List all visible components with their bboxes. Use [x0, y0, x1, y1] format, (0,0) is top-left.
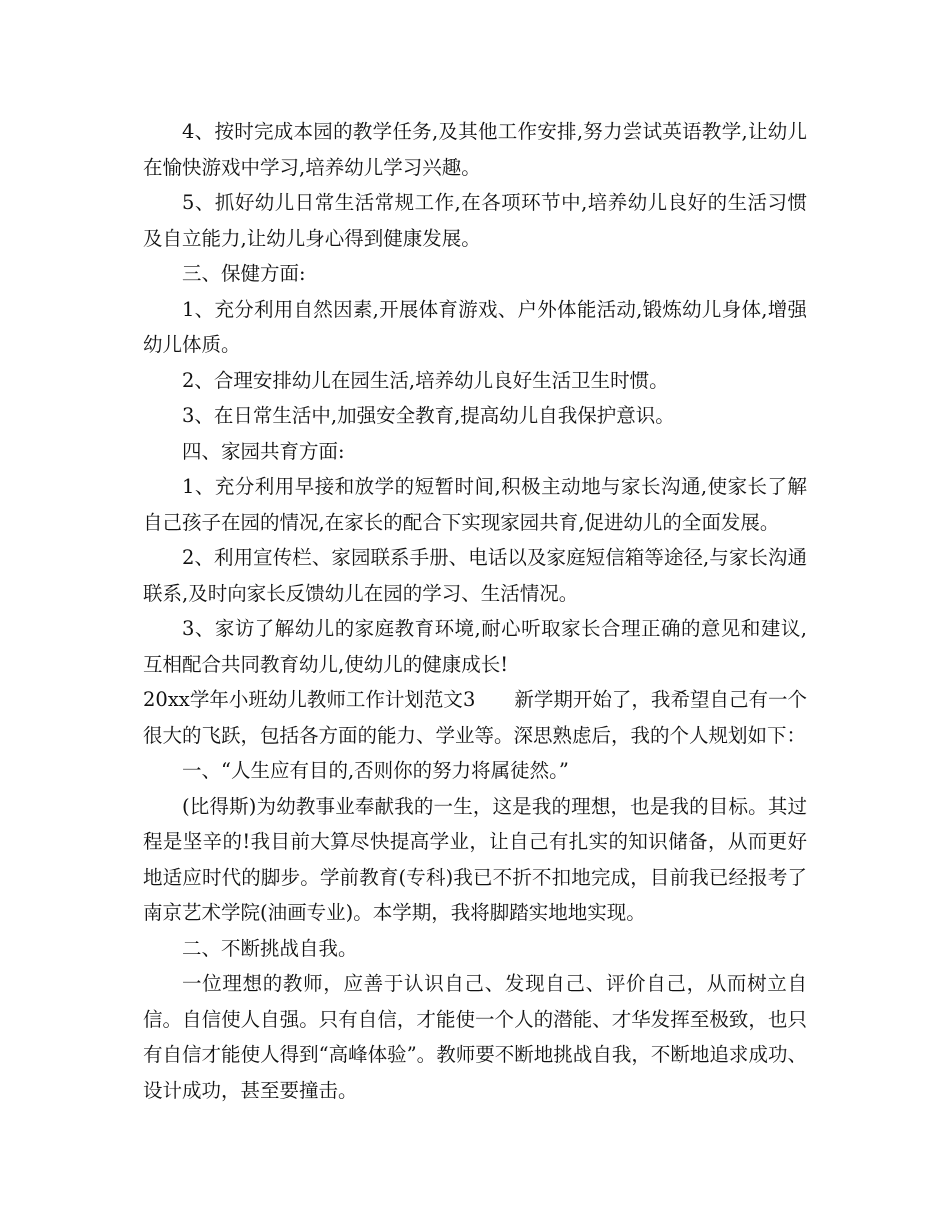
paragraph: 5、抓好幼儿日常生活常规工作,在各项环节中,培养幼儿良好的生活习惯及自立能力,让幼儿身心得到健康发展。 [143, 191, 807, 250]
document-body [143, 114, 807, 1108]
paragraph: 3、在日常生活中,加强安全教育,提高幼儿自我保护意识。 [182, 404, 675, 427]
section-heading: 三、保健方面: [182, 262, 306, 285]
paragraph: 2、合理安排幼儿在园生活,培养幼儿良好生活卫生时惯。 [182, 368, 669, 392]
article-title-paragraph: 20xx学年小班幼儿教师工作计划范文3 新学期开始了，我希望自己有一个很大的飞跃，包括各方面的能力、学业等。深思熟虑后，我的个人规划如下： [143, 688, 807, 747]
section-heading: 四、家园共育方面: [182, 439, 345, 463]
paragraph: (比得斯)为幼教事业奉献我的一生，这是我的理想，也是我的目标。其过程是坚辛的!我目前大算尽快提高学业，让自己有扎实的知识储备，从而更好地适应时代的脚步。学前教育(专科)我已不折不扣地完成，目前我已经报考了南京艺术学院(油画专业)。本学期，我将脚踏实地地实现。 [143, 794, 807, 924]
paragraph: 1、充分利用早接和放学的短暂时间,积极主动地与家长沟通,使家长了解自己孩子在园的情况,在家长的配合下实现家园共育,促进幼儿的全面发展。 [143, 475, 807, 534]
paragraph: 2、利用宣传栏、家园联系手册、电话以及家庭短信箱等途径,与家长沟通联系,及时向家长反馈幼儿在园的学习、生活情况。 [143, 546, 807, 605]
section-heading: 二、不断挑战自我。 [182, 936, 358, 960]
paragraph: 一位理想的教师，应善于认识自己、发现自己、评价自己，从而树立自信。自信使人自强。只有自信，才能使一个人的潜能、才华发挥至极致，也只有自信才能使人得到“高峰体验”。教师要不断地挑战自我，不断地追求成功、设计成功，甚至要撞击。 [143, 972, 807, 1102]
paragraph: 1、充分利用自然因素,开展体育游戏、户外体能活动,锻炼幼儿身体,增强幼儿体质。 [143, 297, 807, 356]
paragraph: 3、家访了解幼儿的家庭教育环境,耐心听取家长合理正确的意见和建议,互相配合共同教育幼儿,使幼儿的健康成长! [143, 617, 807, 676]
paragraph: 4、按时完成本园的教学任务,及其他工作安排,努力尝试英语教学,让幼儿在愉快游戏中学习,培养幼儿学习兴趣。 [143, 120, 807, 179]
section-heading: 一、“人生应有目的,否则你的努力将属徒然。” [182, 759, 569, 782]
